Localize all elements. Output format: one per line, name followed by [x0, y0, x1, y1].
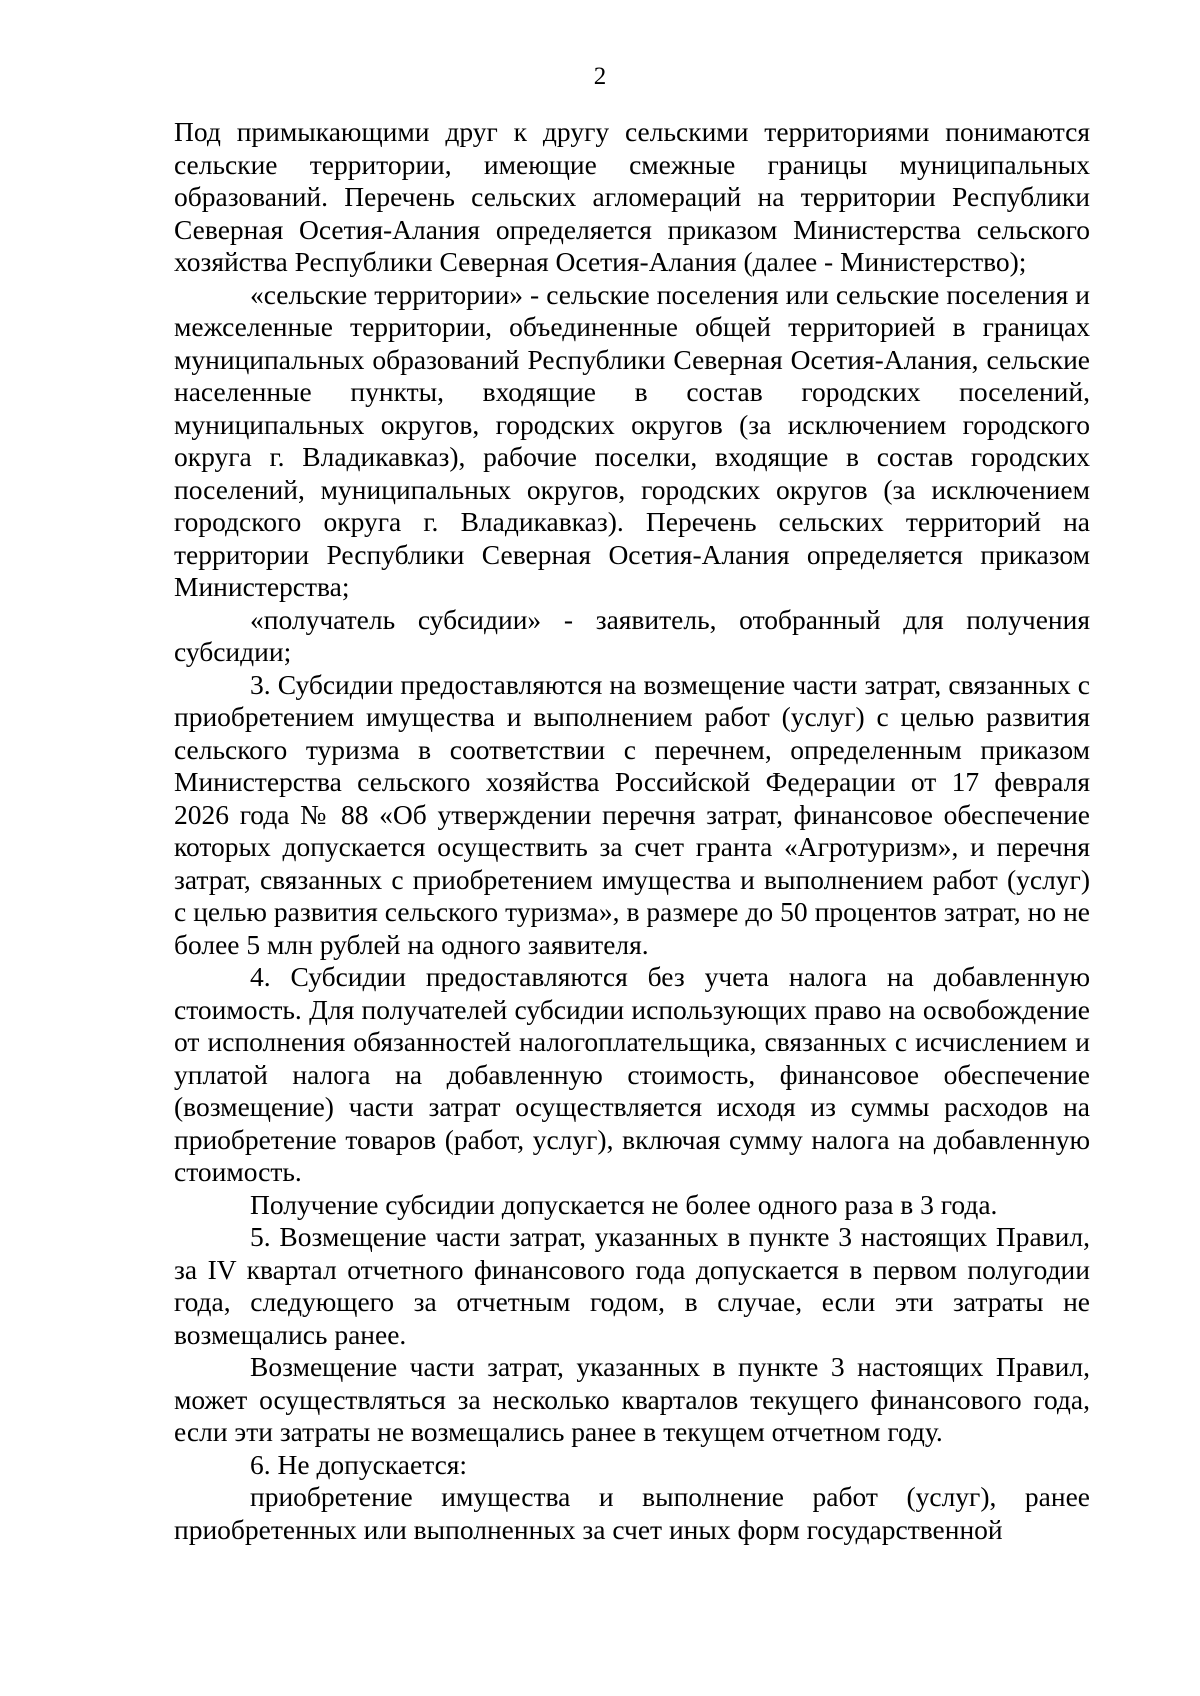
paragraph-item-6-first-clause: приобретение имущества и выполнение работ (услуг), ранее приобретенных или выполненных за счет иных форм государственной [174, 1481, 1090, 1545]
paragraph-item-5: 5. Возмещение части затрат, указанных в пункте 3 настоящих Правил, за IV квартал отчетного финансового года допускается в первом полугодии года, следующего за отчетным годом, в случае, если эти затраты не возмещались ранее. [174, 1221, 1090, 1350]
page-number: 2 [593, 63, 607, 90]
paragraph-rural-territories-definition: «сельские территории» - сельские поселения или сельские поселения и межселенные территории, объединенные общей территорией в границах муниципальных образований Республики Северная Осетия-Алания, сельские населенные пункты, входящие в состав городских поселений, муниципальных округов, городских округов (за исключением городского округа г. Владикавказ), рабочие поселки, входящие в состав городских поселений, муниципальных округов, городских округов (за исключением городского округа г. Владикавказ). Перечень сельских территорий на территории Республики Северная Осетия-Алания определяется приказом Министерства; [174, 278, 1090, 602]
paragraph-item-5-continued: Возмещение части затрат, указанных в пункте 3 настоящих Правил, может осуществляться за несколько кварталов текущего финансового года, если эти затраты не возмещались ранее в текущем отчетном году. [174, 1351, 1090, 1447]
paragraph-once-in-3-years: Получение субсидии допускается не более одного раза в 3 года. [250, 1188, 998, 1220]
document-body [174, 116, 1090, 1546]
paragraph-item-6: 6. Не допускается: [250, 1448, 468, 1480]
paragraph-item-3: 3. Субсидии предоставляются на возмещение части затрат, связанных с приобретением имущества и выполнением работ (услуг) с целью развития сельского туризма в соответствии с перечнем, определенным приказом Министерства сельского хозяйства Российской Федерации от 17 февраля 2026 года № 88 «Об утверждении перечня затрат, финансовое обеспечение которых допускается осуществить за счет гранта «Агротуризм», и перечня затрат, связанных с приобретением имущества и выполнением работ (услуг) с целью развития сельского туризма», в размере до 50 процентов затрат, но не более 5 млн рублей на одного заявителя. [174, 668, 1090, 960]
paragraph-agglomeration-definition-end: Под примыкающими друг к другу сельскими территориями понимаются сельские территории, имеющие смежные границы муниципальных образований. Перечень сельских агломераций на территории Республики Северная Осетия-Алания определяется приказом Министерства сельского хозяйства Республики Северная Осетия-Алания (далее - Министерство); [174, 116, 1090, 277]
paragraph-subsidy-recipient-definition: «получатель субсидии» - заявитель, отобранный для получения субсидии; [174, 603, 1090, 667]
paragraph-item-4: 4. Субсидии предоставляются без учета налога на добавленную стоимость. Для получателей субсидии использующих право на освобождение от исполнения обязанностей налогоплательщика, связанных с исчислением и уплатой налога на добавленную стоимость, финансовое обеспечение (возмещение) части затрат осуществляется исходя из суммы расходов на приобретение товаров (работ, услуг), включая сумму налога на добавленную стоимость. [174, 961, 1090, 1187]
